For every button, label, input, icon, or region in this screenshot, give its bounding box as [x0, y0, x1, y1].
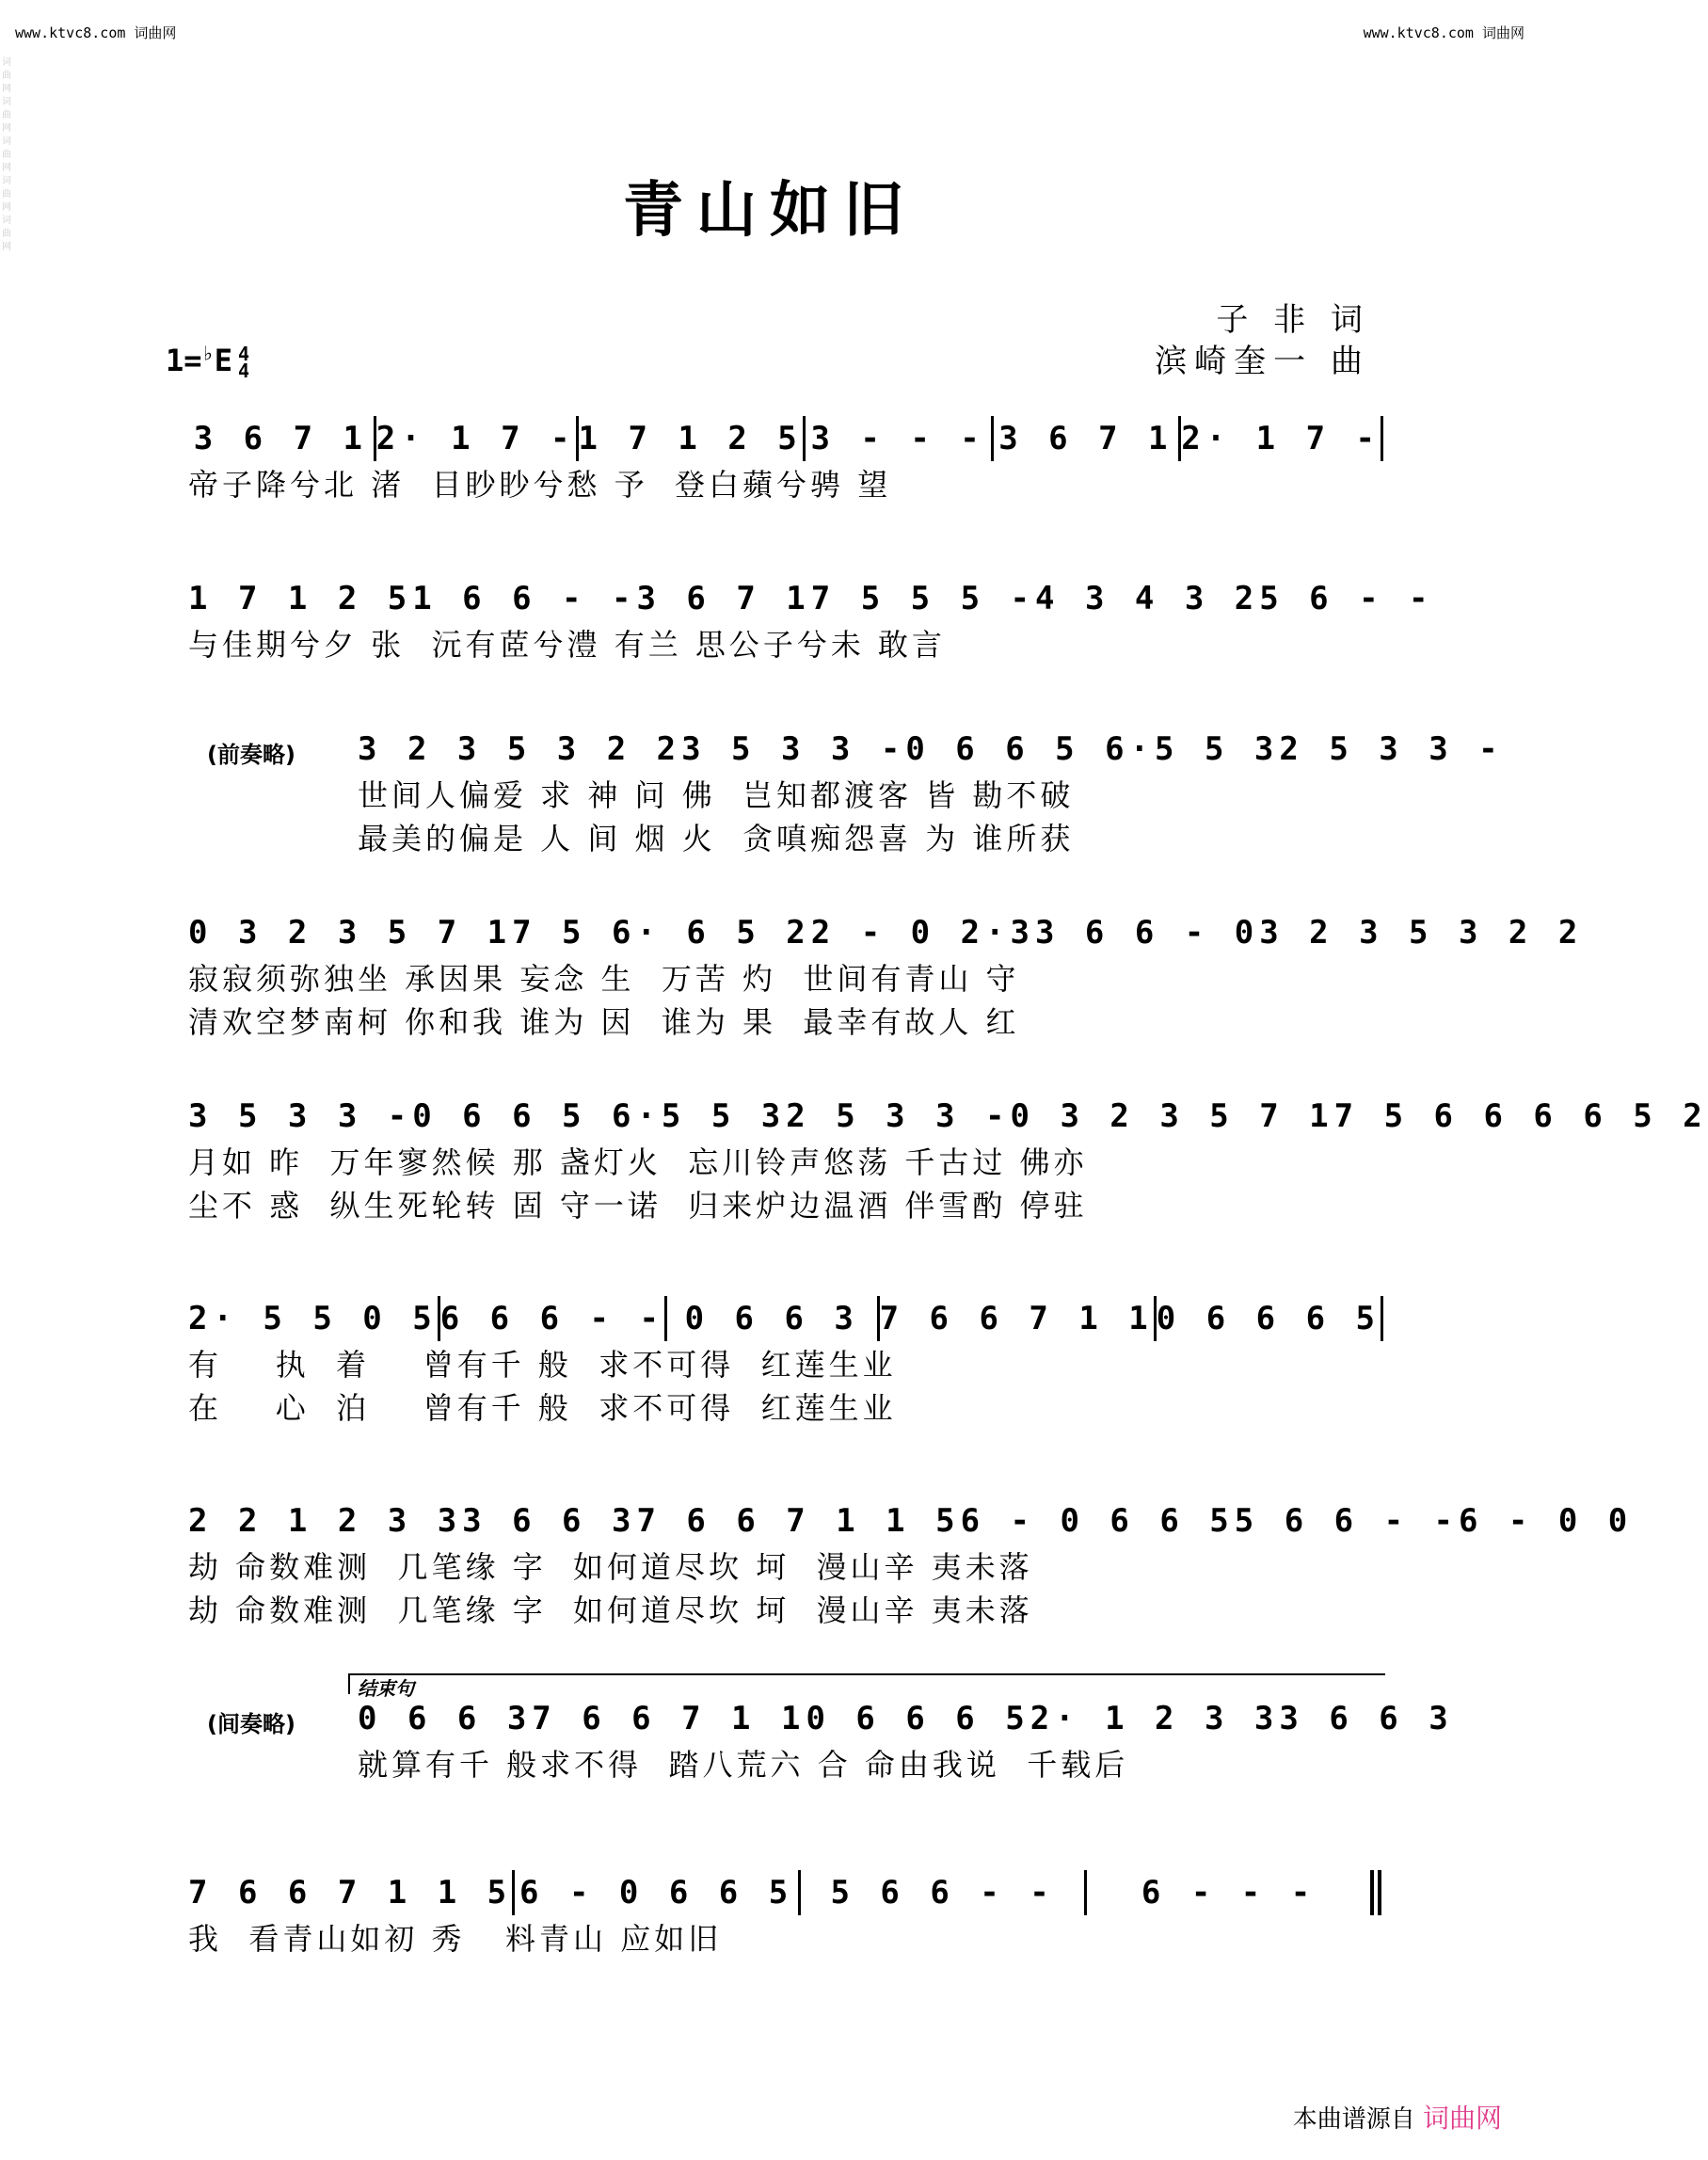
- song-title: 青山如旧: [623, 175, 917, 246]
- measure: 7 6 6 7 1 1: [879, 1300, 1154, 1337]
- measure: 2· 5 5 0 5: [188, 1300, 438, 1337]
- measure: 3 - - -: [810, 420, 985, 457]
- measure: 3 6 6 3: [1279, 1700, 1454, 1737]
- measure: 7 6 6 7 1 1 5: [188, 1874, 513, 1912]
- notes-row: [188, 1294, 1383, 1343]
- ending-bracket: [348, 1673, 1385, 1694]
- section-prefix: (间奏略): [207, 1711, 295, 1737]
- measure: 0 6 6 6 5: [1156, 1300, 1381, 1337]
- measure: 4 3 4 3 2: [1035, 580, 1260, 617]
- lyrics-line: 在 心 泊 曾有千 般 求不可得 红莲生业: [188, 1390, 897, 1426]
- footer-credit: [1293, 2098, 1502, 2136]
- notes-row: [358, 725, 1504, 774]
- header-watermark-left: www.ktvc8.com 词曲网: [15, 24, 177, 41]
- lyrics-line: 与佳期兮夕 张 沅有茝兮澧 有兰 思公子兮未 敢言: [188, 627, 947, 663]
- notes-row: [188, 574, 1434, 623]
- measure: 2 2 1 2 3 3: [188, 1502, 463, 1540]
- lyrics-line: 劫 命数难测 几笔缘 字 如何道尽坎 坷 漫山辛 夷未落: [188, 1592, 1033, 1628]
- barline: [1381, 1296, 1383, 1341]
- measure: 0 6 6 3: [358, 1700, 533, 1737]
- measure: 1 7 1 2 5: [578, 420, 803, 457]
- footer-label: 本曲谱源自: [1292, 2105, 1415, 2134]
- measure: 0 6 6 5 6·5 5 3: [905, 730, 1280, 768]
- score-system: [188, 1294, 1383, 1430]
- measure: 6 - - -: [1141, 1874, 1317, 1912]
- footer-brand: 词曲网: [1422, 2103, 1502, 2134]
- lyrics-line: 帝子降兮北 渚 目眇眇兮愁 予 登白蘋兮骋 望: [188, 467, 892, 503]
- measure: 0 3 2 3 5 7 1: [1010, 1097, 1334, 1135]
- measure: 0 6 6 5 6·5 5 3: [412, 1097, 787, 1135]
- lyrics-line: 有 执 着 曾有千 般 求不可得 红莲生业: [188, 1347, 897, 1383]
- measure: 7 5 6 6 6 6 5 2: [1333, 1097, 1708, 1135]
- measure: 3 6 7 1: [193, 420, 369, 457]
- measure: 2· 1 7 -: [375, 420, 576, 457]
- measure: 6 - 0 6 6 5: [519, 1874, 794, 1912]
- measure: 6 - 0 6 6 5: [960, 1502, 1235, 1540]
- measure: 3 2 3 5 3 2 2: [1259, 914, 1584, 952]
- key-signature: [166, 343, 250, 382]
- measure: 3 2 3 5 3 2 2: [358, 730, 682, 768]
- key-prefix: 1=: [166, 343, 202, 378]
- score-system: [188, 1092, 1708, 1227]
- measure: 6 - 0 0: [1458, 1502, 1634, 1540]
- score-system: [188, 908, 1584, 1044]
- measure: 3 6 6 3: [462, 1502, 637, 1540]
- time-bottom: 4: [238, 360, 250, 382]
- measure: 0 6 6 6 5: [806, 1700, 1030, 1737]
- lyrics-line: 尘不 惑 纵生死轮转 固 守一诺 归来炉边温酒 伴雪酌 停驻: [188, 1188, 1088, 1224]
- final-barline: [1370, 1870, 1374, 1915]
- measure: 7 5 5 5 -: [810, 580, 1035, 617]
- lyrics-line: 最美的偏是 人 间 烟 火 贪嗔痴怨喜 为 谁所获: [358, 821, 1075, 856]
- measure: 1 7 1 2 5: [188, 580, 413, 617]
- measure: 3 5 3 3 -: [681, 730, 906, 768]
- lyrics-line: 就算有千 般求不得 踏八荒六 合 命由我说 千载后: [358, 1747, 1129, 1783]
- measure: 2· 1 7 -: [1181, 420, 1381, 457]
- measure: 1 6 6 - -: [412, 580, 637, 617]
- flat-icon: ♭: [201, 343, 215, 366]
- score-system: [207, 1677, 1454, 1786]
- key-note: E: [214, 343, 233, 378]
- lyricist-credit: 子 非 词: [1216, 301, 1370, 339]
- notes-row: [358, 1694, 1454, 1743]
- notes-row: [188, 1092, 1708, 1141]
- composer-credit: 滨崎奎一 曲: [1155, 343, 1370, 380]
- measure: 7 6 6 7 1 1: [532, 1700, 806, 1737]
- lyrics-line: 寂寂须弥独坐 承因果 妄念 生 万苦 灼 世间有青山 守: [188, 961, 1020, 997]
- measure: 2 5 3 3 -: [786, 1097, 1011, 1135]
- score-system: [188, 1496, 1634, 1632]
- measure: 7 6 6 7 1 1 5: [636, 1502, 961, 1540]
- measure: 2 5 3 3 -: [1279, 730, 1504, 768]
- measure: 3 5 3 3 -: [188, 1097, 413, 1135]
- measure: 5 6 6 - -: [1234, 1502, 1459, 1540]
- lyrics-line: 月如 昨 万年寥然候 那 盏灯火 忘川铃声悠荡 千古过 佛亦: [188, 1144, 1088, 1180]
- score-system: [188, 574, 1434, 666]
- measure: 5 6 - -: [1259, 580, 1434, 617]
- measure: 3 6 7 1: [998, 420, 1173, 457]
- measure: 0 6 6 3: [684, 1300, 859, 1337]
- section-prefix: (前奏略): [207, 742, 295, 768]
- notes-row: [188, 414, 1383, 463]
- time-signature: [238, 343, 250, 382]
- lyrics-line: 清欢空梦南柯 你和我 谁为 因 谁为 果 最幸有故人 红: [188, 1004, 1020, 1040]
- measure: 3 6 6 - 0: [1034, 914, 1260, 952]
- lyrics-line: 劫 命数难测 几笔缘 字 如何道尽坎 坷 漫山辛 夷未落: [188, 1549, 1033, 1585]
- lyrics-line: 世间人偏爱 求 神 问 佛 岂知都渡客 皆 勘不破: [358, 777, 1075, 813]
- measure: 7 5 6· 6 5 2: [512, 914, 811, 952]
- header-watermark-right: www.ktvc8.com 词曲网: [1363, 24, 1524, 41]
- score-system: [188, 414, 1383, 506]
- time-top: 4: [238, 343, 250, 365]
- measure: 2 - 0 2·3: [810, 914, 1035, 952]
- barline: [1381, 416, 1383, 461]
- notes-row: [188, 1496, 1634, 1545]
- measure: 6 6 6 - -: [439, 1300, 664, 1337]
- score-system: [207, 725, 1504, 860]
- side-watermark: 词曲网词曲网词曲网词曲网词曲网: [2, 57, 11, 252]
- notes-row: [188, 1868, 1383, 1917]
- ending-label: 结束句: [358, 1677, 414, 1700]
- score-system: [188, 1868, 1383, 1960]
- lyrics-line: 我 看青山如初 秀 料青山 应如旧: [188, 1921, 723, 1957]
- measure: 0 3 2 3 5 7 1: [188, 914, 513, 952]
- notes-row: [188, 908, 1584, 957]
- measure: 3 6 7 1: [636, 580, 811, 617]
- measure: 2· 1 2 3 3: [1030, 1700, 1280, 1737]
- measure: 5 6 6 - -: [830, 1874, 1055, 1912]
